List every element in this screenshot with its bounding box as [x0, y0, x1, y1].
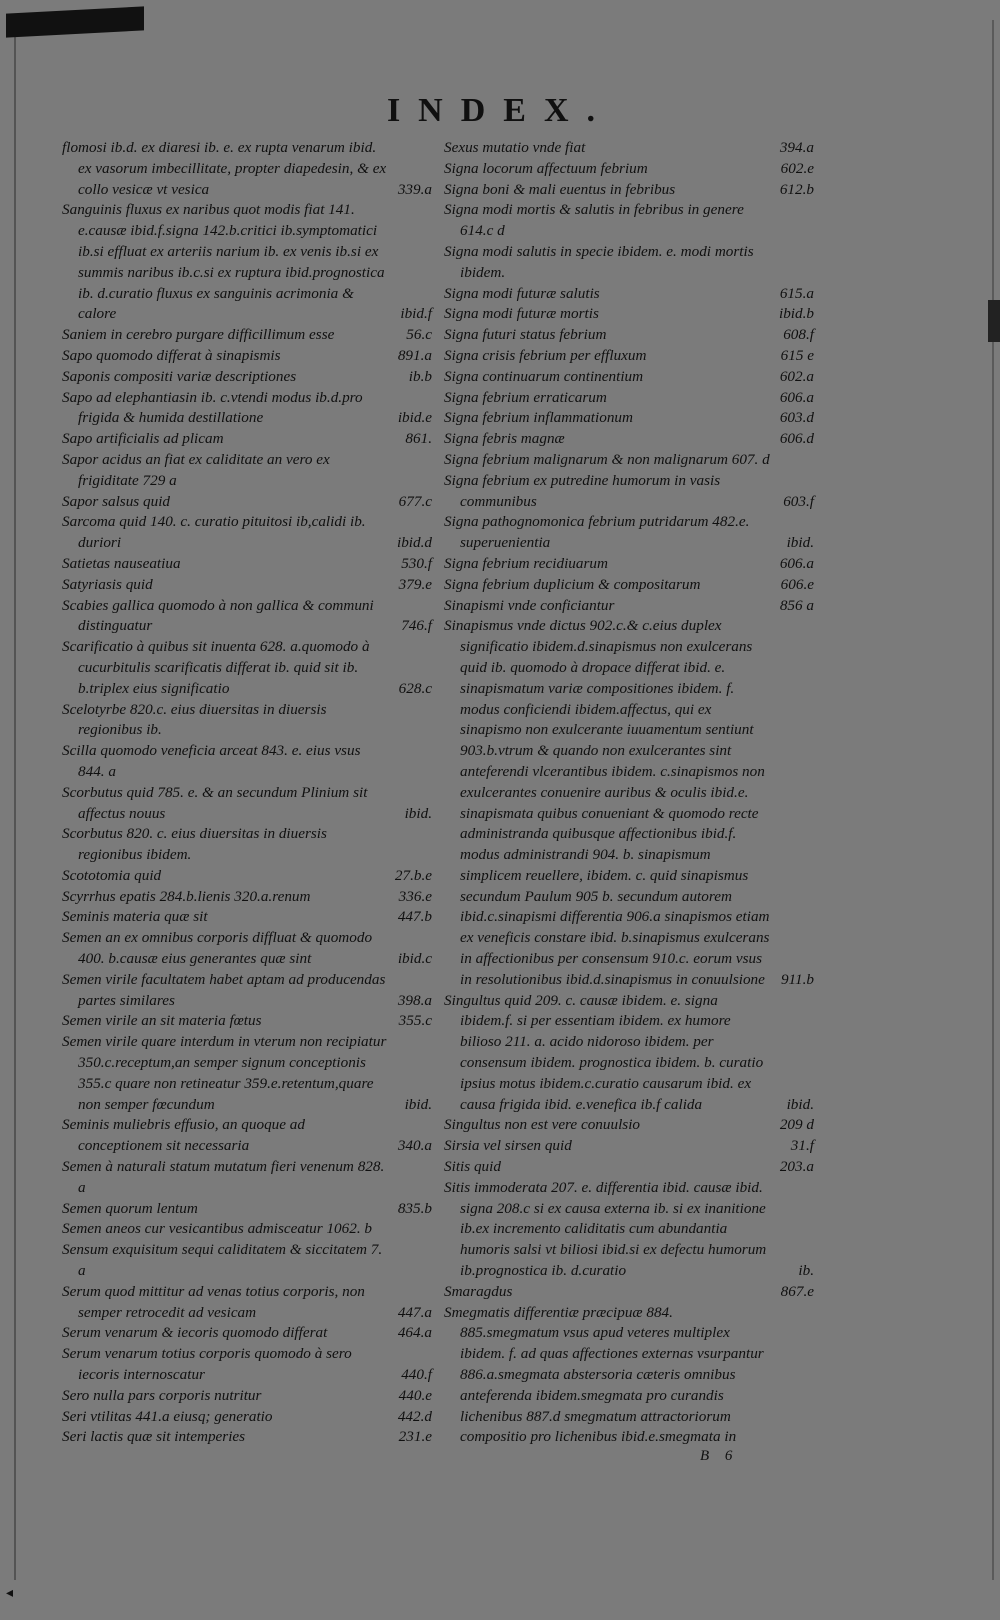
index-entry	[444, 138, 814, 159]
entry-text: Signa febrium inflammationum	[444, 409, 633, 427]
index-entry	[62, 866, 432, 887]
index-entry	[444, 1136, 814, 1157]
index-entry	[62, 367, 432, 388]
index-entry	[62, 928, 432, 970]
entry-page-ref: 27.b.e	[394, 866, 432, 884]
index-entry	[62, 1219, 432, 1240]
entry-text: Signa futuri status febrium	[444, 326, 607, 344]
entry-text: Semen virile quare interdum in vterum non recipiatur 350.c.receptum,an semper signum conceptionis 355.c quare non retineatur 359.e.retentum,quare non semper fœcundum	[62, 1033, 387, 1113]
entry-text: flomosi ib.d. ex diaresi ib. e. ex rupta venarum ibid. ex vasorum imbecillitate, propter diapedesin, & ex collo vesicæ vt vesica	[62, 139, 387, 198]
index-entry	[444, 200, 814, 242]
entry-text: Sinapismi vnde conficiantur	[444, 596, 615, 614]
entry-page-ref: 442.d	[397, 1407, 432, 1425]
entry-text: Semen virile an sit materia fœtus	[62, 1012, 262, 1030]
entry-page-ref: 440.e	[398, 1386, 432, 1404]
entry-page-ref: ibid.	[404, 804, 432, 822]
right-margin-mark	[988, 300, 1000, 342]
index-entry	[62, 824, 432, 866]
index-entry	[444, 991, 814, 1116]
index-entry	[62, 1386, 432, 1407]
entry-text: Saponis compositi variæ descriptiones	[62, 367, 297, 385]
entry-text: Signa pathognomonica febrium putridarum 482.e. superuenientia	[444, 513, 750, 552]
index-entry	[62, 388, 432, 430]
index-entry	[62, 1344, 432, 1386]
entry-page-ref: 336.e	[398, 887, 432, 905]
index-entry	[444, 1115, 814, 1136]
entry-text: Sinapismus vnde dictus 902.c.& c.eius duplex significatio ibidem.d.sinapismus non exulcerans quid ib. quomodo à dropace differat ibid. e. sinapismatum variæ compositiones ibidem. f. modus conficiendi ibidem.affectus, qui ex sinapismo non exulcerante iuuamentum sentiunt 903.b.vtrum & quando non exulcerantes sint anteferendi vlcerantibus ibidem. c.sinapismos non exulcerantes conuenire auribus & oculis ibid.e. sinapismata quibus conueniant & quomodo recte administranda quibusque affectionibus ibid.f. modus administrandi 904. b. sinapismum simplicem reuellere, ibidem. c. quid sinapismus secundum Paulum 905 b. secundum autorem ibid.c.sinapismi differentia 906.a sinapismos etiam ex veneficis constare ibid. b.sinapismus exulcerans in affectionibus per consensum 910.c. eorum vsus in resolutionibus ibid.d.sinapismus in conuulsione	[444, 617, 770, 988]
index-entry	[444, 1282, 814, 1303]
entry-text: Singultus non est vere conuulsio	[444, 1116, 641, 1134]
entry-page-ref: 447.a	[397, 1303, 432, 1321]
index-entry	[444, 1157, 814, 1178]
index-entry	[62, 325, 432, 346]
entry-text: Signa modi futuræ mortis	[444, 305, 599, 323]
index-entry	[444, 596, 814, 617]
entry-text: Signa locorum affectuum febrium	[444, 159, 648, 177]
entry-text: Singultus quid 209. c. causæ ibidem. e. signa ibidem.f. si per essentiam ibidem. ex humore bilioso 211. a. acido nidoroso ibidem. per consensum ibidem. prognostica ibidem. b. curatio ipsius motus ibidem.c.curatio causarum ibid. ex causa frigida ibid. e.venefica ib.f calida	[444, 991, 764, 1113]
index-entry	[62, 1199, 432, 1220]
entry-page-ref: 203.a	[779, 1158, 814, 1176]
entry-page-ref: ibid.c	[397, 950, 432, 968]
entry-text: Sero nulla pars corporis nutritur	[62, 1386, 262, 1404]
entry-text: Sanguinis fluxus ex naribus quot modis fiat 141. e.causæ ibid.f.signa 142.b.critici ib.symptomatici ib.si effluat ex arteriis narium ib. ex venis ib.si ex summis naribus ib.c.si ex ruptura ibid.prognostica ib. d.curatio fluxus ex sanguinis acrimonia & calore	[62, 201, 385, 323]
entry-page-ref: ibid.e	[397, 409, 432, 427]
index-entry	[444, 304, 814, 325]
entry-text: Signa febrium ex putredine humorum in vasis communibus	[444, 471, 721, 510]
entry-page-ref: 612.b	[779, 180, 814, 198]
index-entry	[62, 596, 432, 638]
index-entry	[444, 367, 814, 388]
entry-page-ref: 603.d	[779, 409, 814, 427]
index-entry	[62, 1323, 432, 1344]
index-entry	[62, 346, 432, 367]
entry-page-ref: 398.a	[397, 991, 432, 1009]
entry-page-ref: 861.	[405, 430, 432, 448]
entry-page-ref: 911.b	[780, 970, 814, 988]
entry-page-ref: 394.a	[779, 139, 814, 156]
index-entry	[444, 408, 814, 429]
entry-text: Signa febris magnæ	[444, 430, 565, 448]
entry-text: Satietas nauseatiua	[62, 554, 181, 572]
entry-text: Scilla quomodo veneficia arceat 843. e. eius vsus 844. a	[62, 742, 361, 780]
entry-text: Seminis materia quæ sit	[62, 908, 208, 926]
entry-text: Sapor acidus an fiat ex caliditate an vero ex frigiditate 729 a	[62, 450, 330, 489]
entry-page-ref: 464.a	[397, 1324, 432, 1342]
index-entry	[62, 783, 432, 825]
entry-text: Signa continuarum continentium	[444, 367, 644, 385]
index-entry	[62, 554, 432, 575]
entry-page-ref: 355.c	[398, 1012, 432, 1030]
entry-page-ref: ibid.	[786, 1095, 814, 1113]
entry-text: Sirsia vel sirsen quid	[444, 1137, 572, 1155]
entry-text: Signa modi salutis in specie ibidem. e. modi mortis ibidem.	[444, 242, 754, 281]
entry-text: Scorbutus quid 785. e. & an secundum Plinium sit affectus nouus	[62, 783, 368, 822]
entry-page-ref: 677.c	[398, 492, 432, 510]
index-column-right	[444, 138, 814, 1448]
entry-text: Saniem in cerebro purgare difficillimum esse	[62, 326, 335, 344]
entry-page-ref: 602.e	[780, 159, 814, 177]
entry-text: Semen à naturali statum mutatum fieri venenum 828. a	[62, 1158, 385, 1196]
index-entry	[62, 450, 432, 492]
entry-text: Sitis immoderata 207. e. differentia ibid. causæ ibid. signa 208.c si ex causa externa ib. si ex inanitione ib.ex incremento caliditatis cum abundantia humoris salsi vt biliosi ibid.si ex defectu humorum ib.prognostica ib. d.curatio	[444, 1178, 767, 1280]
index-entry	[444, 512, 814, 554]
index-entry	[62, 907, 432, 928]
entry-text: Signa febrium duplicium & compositarum	[444, 575, 701, 593]
entry-text: Seri vtilitas 441.a eiusq; generatio	[62, 1407, 273, 1425]
entry-text: Signa modi mortis & salutis in febribus in genere 614.c d	[444, 201, 744, 240]
entry-page-ref: 856 a	[779, 596, 814, 614]
entry-text: Signa boni & mali euentus in febribus	[444, 180, 676, 198]
signature-catchword: B 6	[700, 1448, 739, 1464]
entry-text: Serum quod mittitur ad venas totius corporis, non semper retrocedit ad vesicam	[62, 1282, 365, 1321]
entry-text: Scabies gallica quomodo à non gallica & communi distinguatur	[62, 596, 374, 635]
entry-text: Smegmatis differentiæ præcipuæ 884. 885.smegmatum vsus apud veteres multiplex ibidem. f. ad quas affectiones externas vsurpantur 886.a.smegmata abstersoria cæteris omnibus anteferenda ibidem.smegmata pro curandis lichenibus 887.d smegmatum attractoriorum compositio pro lichenibus ibid.e.smegmata in	[444, 1303, 764, 1446]
entry-page-ref: ib.b	[408, 367, 432, 385]
index-entry	[62, 700, 432, 742]
entry-text: Serum venarum & iecoris quomodo differat	[62, 1324, 328, 1342]
entry-page-ref: ibid.	[404, 1095, 432, 1113]
index-entry	[444, 388, 814, 409]
index-entry	[62, 1032, 432, 1115]
index-entry	[62, 492, 432, 513]
entry-text: Semen quorum lentum	[62, 1199, 198, 1217]
entry-page-ref: 209 d	[779, 1116, 814, 1134]
entry-text: Semen virile facultatem habet aptam ad producendas partes similares	[62, 970, 386, 1009]
index-entry	[62, 200, 432, 325]
entry-page-ref: ibid.b	[778, 305, 814, 323]
entry-page-ref: 440.f	[401, 1366, 432, 1384]
entry-page-ref: 606.e	[780, 575, 814, 593]
entry-text: Signa febrium malignarum & non malignarum 607. d	[444, 450, 770, 468]
index-entry	[444, 325, 814, 346]
entry-text: Sapo quomodo differat à sinapismis	[62, 346, 281, 364]
index-entry	[62, 887, 432, 908]
entry-text: Scelotyrbe 820.c. eius diuersitas in diuersis regionibus ib.	[62, 700, 327, 739]
index-entry	[444, 471, 814, 513]
index-entry	[444, 284, 814, 305]
index-entry	[444, 575, 814, 596]
index-entry	[444, 1303, 814, 1449]
entry-page-ref: 339.a	[397, 180, 432, 198]
entry-text: Scototomia quid	[62, 866, 162, 884]
entry-text: Signa modi futuræ salutis	[444, 284, 600, 302]
index-entry	[62, 637, 432, 699]
entry-text: Sitis quid	[444, 1158, 501, 1176]
entry-text: Scarificatio à quibus sit inuenta 628. a.quomodo à cucurbitulis scarificatis differat ib. quid sit ib. b.triplex eius significatio	[62, 638, 370, 697]
entry-text: Sensum exquisitum sequi caliditatem & siccitatem 7. a	[62, 1241, 383, 1280]
page-right-edge	[992, 20, 994, 1580]
entry-page-ref: 56.c	[406, 326, 432, 344]
entry-page-ref: 867.e	[780, 1282, 814, 1300]
entry-text: Sapo ad elephantiasin ib. c.vtendi modus ib.d.pro frigida & humida destillatione	[62, 388, 363, 427]
page-left-edge	[14, 20, 16, 1580]
index-entry	[62, 138, 432, 200]
entry-text: Seri lactis quæ sit intemperies	[62, 1428, 246, 1446]
entry-page-ref: 606.a	[779, 388, 814, 406]
entry-text: Signa febrium erraticarum	[444, 388, 607, 406]
index-entry	[62, 429, 432, 450]
entry-text: Seminis muliebris effusio, an quoque ad conceptionem sit necessaria	[62, 1116, 305, 1155]
entry-text: Sapo artificialis ad plicam	[62, 430, 224, 448]
entry-page-ref: ibid.	[786, 534, 814, 552]
entry-page-ref: 615.a	[779, 284, 814, 302]
entry-page-ref: 628.c	[398, 679, 432, 697]
entry-page-ref: 891.a	[397, 346, 432, 364]
index-entry	[444, 554, 814, 575]
corner-arrow-icon: ◂	[6, 1585, 14, 1601]
index-entry	[62, 1157, 432, 1199]
entry-page-ref: 746.f	[401, 617, 432, 635]
entry-text: Smaragdus	[444, 1282, 513, 1300]
index-entry	[62, 1011, 432, 1032]
page-title: INDEX.	[386, 92, 614, 129]
index-entry	[444, 242, 814, 284]
entry-text: Scyrrhus epatis 284.b.lienis 320.a.renum	[62, 887, 311, 905]
entry-page-ref: 602.a	[779, 367, 814, 385]
index-column-left	[62, 138, 432, 1448]
index-entry	[62, 575, 432, 596]
index-entry	[444, 346, 814, 367]
entry-page-ref: ibid.d	[396, 534, 432, 552]
entry-page-ref: 530.f	[401, 554, 432, 572]
entry-text: Sarcoma quid 140. c. curatio pituitosi ib,calidi ib. duriori	[62, 513, 366, 552]
index-entry	[62, 1240, 432, 1282]
index-entry	[62, 741, 432, 783]
index-entry	[62, 1407, 432, 1428]
index-entry	[444, 450, 814, 471]
index-entry	[444, 159, 814, 180]
index-entry	[444, 1178, 814, 1282]
entry-page-ref: 379.e	[398, 575, 432, 593]
entry-text: Signa febrium recidiuarum	[444, 554, 608, 572]
entry-page-ref: 606.d	[779, 430, 814, 448]
entry-page-ref: 231.e	[398, 1428, 432, 1446]
entry-text: Scorbutus 820. c. eius diuersitas in diuersis regionibus ibidem.	[62, 825, 327, 864]
entry-text: Semen aneos cur vesicantibus admisceatur 1062. b	[62, 1220, 373, 1238]
entry-page-ref: 31.f	[790, 1137, 814, 1155]
entry-page-ref: ibid.f	[400, 305, 432, 323]
entry-page-ref: 340.a	[397, 1137, 432, 1155]
entry-text: Satyriasis quid	[62, 575, 153, 593]
entry-text: Serum venarum totius corporis quomodo à sero iecoris internoscatur	[62, 1345, 352, 1384]
torn-corner-mark	[6, 6, 144, 37]
entry-page-ref: 835.b	[397, 1199, 432, 1217]
index-entry	[444, 616, 814, 990]
index-entry	[444, 429, 814, 450]
index-entry	[62, 1115, 432, 1157]
entry-page-ref: 608.f	[783, 326, 814, 344]
index-entry	[62, 970, 432, 1012]
index-entry	[444, 180, 814, 201]
index-entry	[62, 1282, 432, 1324]
index-entry	[62, 512, 432, 554]
entry-text: Signa crisis febrium per effluxum	[444, 346, 647, 364]
entry-page-ref: ib.	[798, 1262, 814, 1280]
entry-text: Semen an ex omnibus corporis diffluat & quomodo 400. b.causæ eius generantes quæ sint	[62, 929, 373, 968]
entry-text: Sexus mutatio vnde fiat	[444, 139, 586, 156]
entry-page-ref: 603.f	[783, 492, 814, 510]
entry-page-ref: 447.b	[397, 908, 432, 926]
entry-page-ref: 606.a	[779, 554, 814, 572]
entry-text: Sapor salsus quid	[62, 492, 171, 510]
index-entry	[62, 1427, 432, 1448]
entry-page-ref: 615 e	[780, 346, 814, 364]
